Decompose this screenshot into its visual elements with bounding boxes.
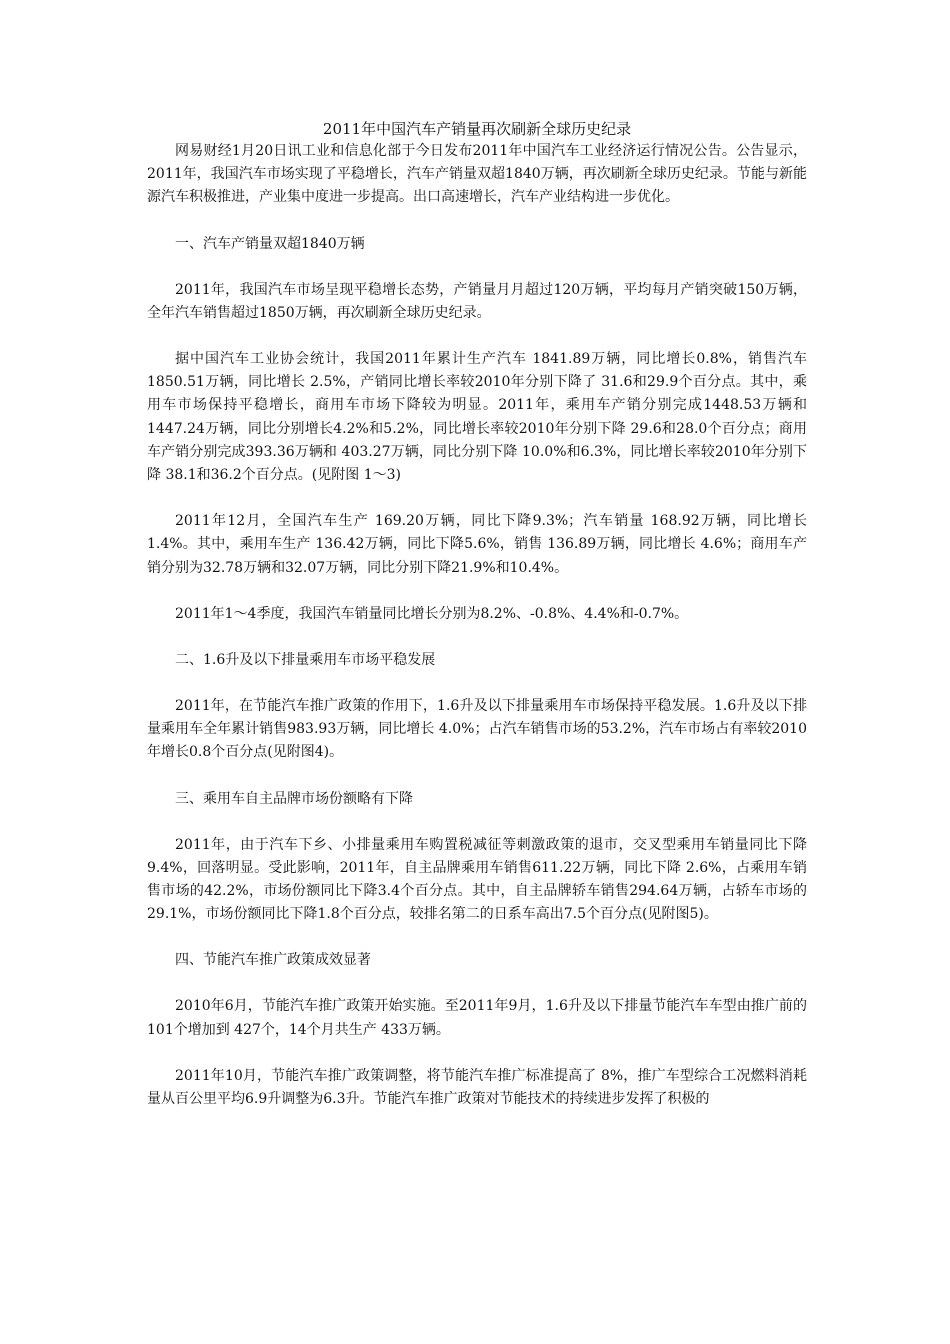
section4-heading: 四、节能汽车推广政策成效显著 — [175, 952, 371, 969]
spacer — [147, 210, 807, 233]
intro-paragraph: 网易财经1月20日讯工业和信息化部于今日发布2011年中国汽车工业经济运行情况公告。公告显示，2011年，我国汽车市场实现了平稳增长，汽车产销量双超1840万辆，再次刷新全球历史纪录。节能与新能源汽车积极推进，产业集中度进一步提高。出口高速增长，汽车产业结构进一步优化。 — [147, 143, 807, 206]
section3-paragraph-1: 2011年，由于汽车下乡、小排量乘用车购置税减征等刺激政策的退市，交叉型乘用车销量同比下降9.4%，回落明显。受此影响，2011年，自主品牌乘用车销售611.22万辆，同比下降 2.6%，占乘用车销售市场的42.2%，市场份额同比下降3.4个百分点。其中，自主品牌轿车销售294.64万辆，占轿车市场的29.1%，市场份额同比下降1.8个百分点，较排名第二的日系车高出7.5个百分点(见附图5)。 — [147, 836, 807, 923]
section3-heading: 三、乘用车自主品牌市场份额略有下降 — [175, 790, 413, 807]
spacer — [147, 811, 807, 834]
article — [147, 118, 807, 1111]
spacer — [147, 626, 807, 649]
section1-paragraph-1: 2011年，我国汽车市场呈现平稳增长态势，产销量月月超过120万辆，平均每月产销突破150万辆，全年汽车销售超过1850万辆，再次刷新全球历史纪录。 — [147, 281, 807, 321]
section1-heading: 一、汽车产销量双超1840万辆 — [175, 235, 365, 252]
spacer — [147, 765, 807, 788]
spacer — [147, 1042, 807, 1065]
section1-paragraph-2: 据中国汽车工业协会统计，我国2011年累计生产汽车 1841.89万辆，同比增长0.8%，销售汽车1850.51万辆，同比增长 2.5%，产销同比增长率较2010年分别下降了 31.6和29.9个百分点。其中，乘用车市场保持平稳增长，商用车市场下降较为明显。2011年，乘用车产销分别完成1448.53万辆和1447.24万辆，同比分别增长4.2%和5.2%，同比增长率较2010年分别下降 29.6和28.0个百分点；商用车产销分别完成393.36万辆和 403.27万辆，同比分别下降 10.0%和6.3%，同比增长率较2010年分别下降 38.1和36.2个百分点。(见附图 1～3) — [147, 351, 807, 484]
spacer — [147, 972, 807, 995]
section4-paragraph-2: 2011年10月，节能汽车推广政策调整，将节能汽车推广标准提高了 8%，推广车型综合工况燃料消耗量从百公里平均6.9升调整为6.3升。节能汽车推广政策对节能技术的持续进步发挥了积极的 — [147, 1067, 807, 1108]
spacer — [147, 487, 807, 510]
section1-paragraph-4: 2011年1～4季度，我国汽车销量同比增长分别为8.2%、-0.8%、4.4%和-0.7%。 — [175, 605, 689, 622]
spacer — [147, 672, 807, 695]
spacer — [147, 325, 807, 348]
section1-paragraph-3: 2011年12月，全国汽车生产 169.20万辆，同比下降9.3%；汽车销量 168.92万辆，同比增长 1.4%。其中，乘用车生产 136.42万辆，同比下降5.6%，销售 136.89万辆，同比增长 4.6%；商用车产销分别为32.78万辆和32.07万辆，同比分别下降21.9%和10.4%。 — [147, 513, 807, 576]
article-title: 2011年中国汽车产销量再次刷新全球历史纪录 — [322, 120, 632, 138]
section4-paragraph-1: 2010年6月，节能汽车推广政策开始实施。至2011年9月，1.6升及以下排量节能汽车车型由推广前的101个增加到 427个，14个月共生产 433万辆。 — [147, 998, 807, 1038]
spacer — [147, 256, 807, 279]
spacer — [147, 926, 807, 949]
spacer — [147, 580, 807, 603]
section2-paragraph-1: 2011年，在节能汽车推广政策的作用下，1.6升及以下排量乘用车市场保持平稳发展。1.6升及以下排量乘用车全年累计销售983.93万辆，同比增长 4.0%；占汽车销售市场的53.2%，汽车市场占有率较2010年增长0.8个百分点(见附图4)。 — [147, 698, 807, 761]
section2-heading: 二、1.6升及以下排量乘用车市场平稳发展 — [175, 652, 436, 669]
